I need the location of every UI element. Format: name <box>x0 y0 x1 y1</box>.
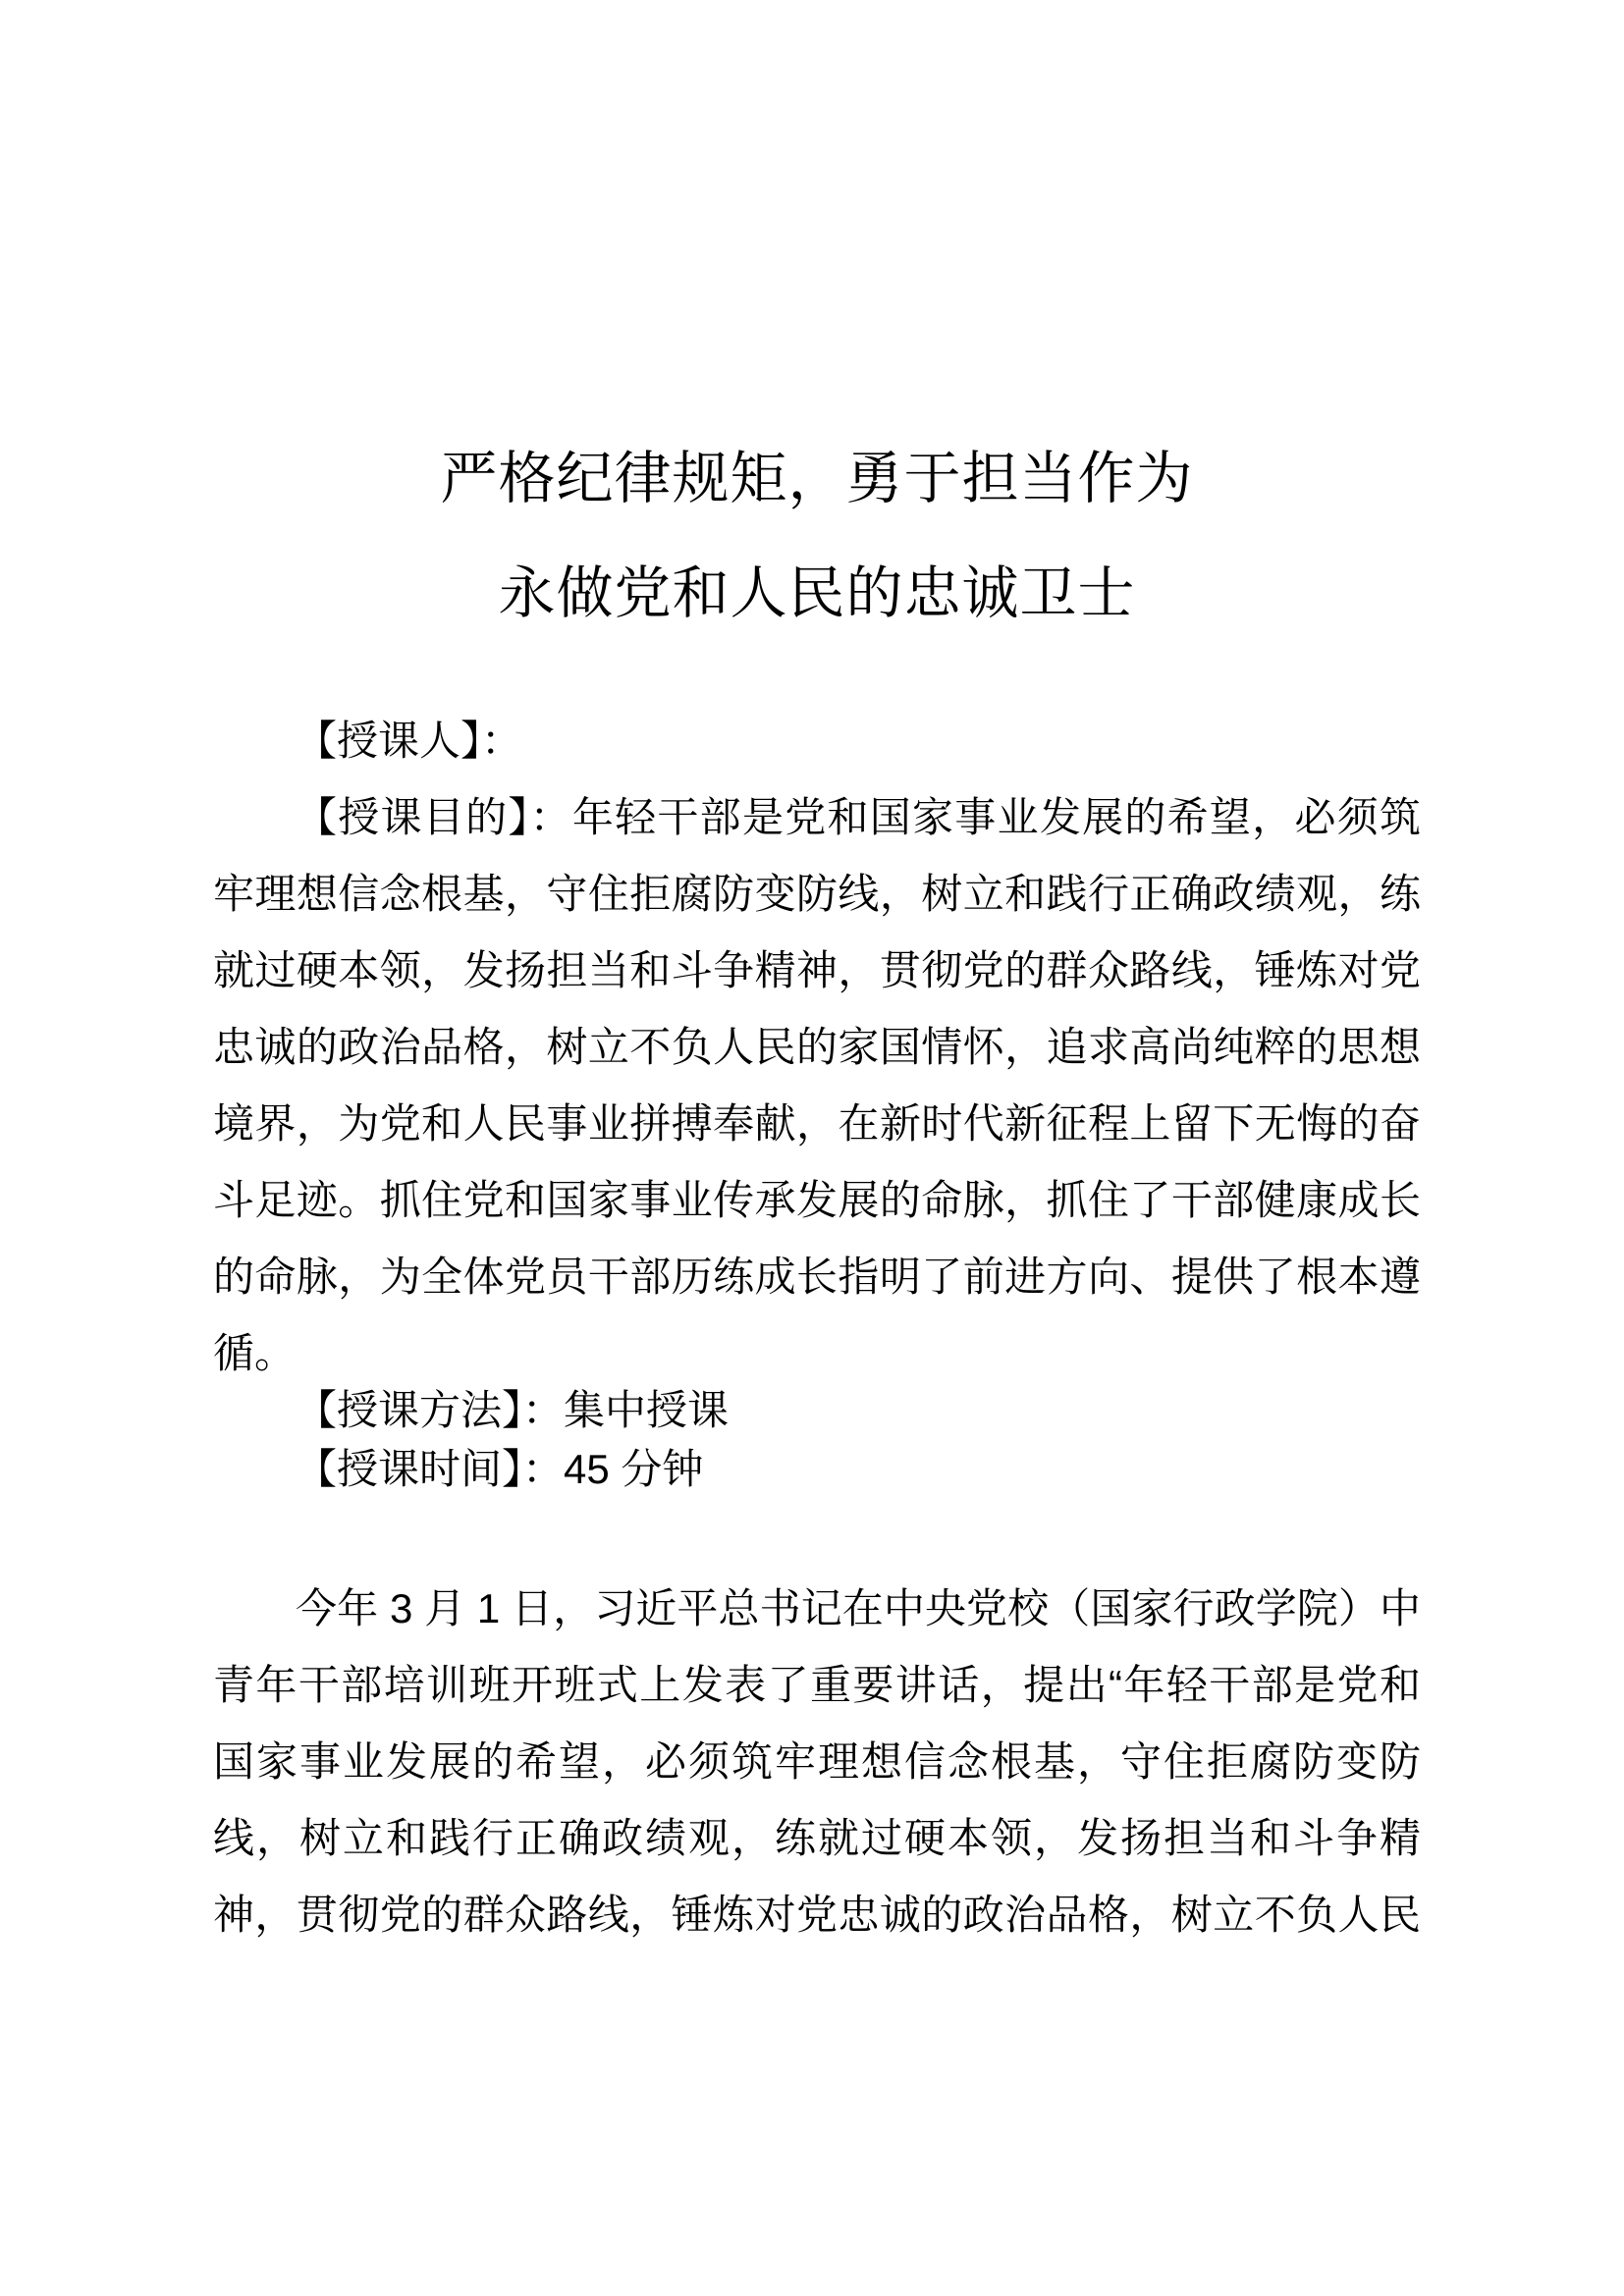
purpose-line: 忠诚的政治品格，树立不负人民的家国情怀，追求高尚纯粹的思想 <box>213 1024 1421 1070</box>
body-line: 线，树立和践行正确政绩观，练就过硬本领，发扬担当和斗争精 <box>213 1815 1421 1861</box>
purpose-line: 【授课目的】：年轻干部是党和国家事业发展的希望，必须筑 <box>296 794 1421 840</box>
body-line: 神，贯彻党的群众路线，锤炼对党忠诚的政治品格，树立不负人民 <box>213 1892 1421 1938</box>
purpose-line: 就过硬本领，发扬担当和斗争精神，贯彻党的群众路线，锤炼对党 <box>213 947 1421 993</box>
body-line: 国家事业发展的希望，必须筑牢理想信念根基，守住拒腐防变防 <box>213 1738 1421 1785</box>
purpose-line: 斗足迹。抓住党和国家事业传承发展的命脉，抓住了干部健康成长 <box>213 1177 1421 1223</box>
document-body <box>213 703 1421 1953</box>
lecturer-line: 【授课人】： <box>296 718 523 764</box>
body-line: 今年 3 月 1 日，习近平总书记在中央党校（国家行政学院）中 <box>296 1585 1421 1631</box>
body-line: 青年干部培训班开班式上发表了重要讲话，提出“年轻干部是党和 <box>213 1662 1421 1708</box>
document-title <box>213 421 1421 651</box>
blank-line <box>213 1499 1421 1571</box>
purpose-line: 循。 <box>213 1330 297 1376</box>
method-line: 【授课方法】：集中授课 <box>296 1387 730 1433</box>
purpose-line: 的命脉，为全体党员干部历练成长指明了前进方向、提供了根本遵 <box>213 1254 1421 1300</box>
purpose-line: 境界，为党和人民事业拼搏奉献，在新时代新征程上留下无悔的奋 <box>213 1100 1421 1147</box>
time-line: 【授课时间】：45 分钟 <box>296 1446 704 1492</box>
title-line-2: 永做党和人民的忠诚卫士 <box>498 561 1136 625</box>
purpose-line: 牢理想信念根基，守住拒腐防变防线，树立和践行正确政绩观，练 <box>213 871 1421 917</box>
title-line-1: 严格纪律规矩，勇于担当作为 <box>440 447 1194 510</box>
